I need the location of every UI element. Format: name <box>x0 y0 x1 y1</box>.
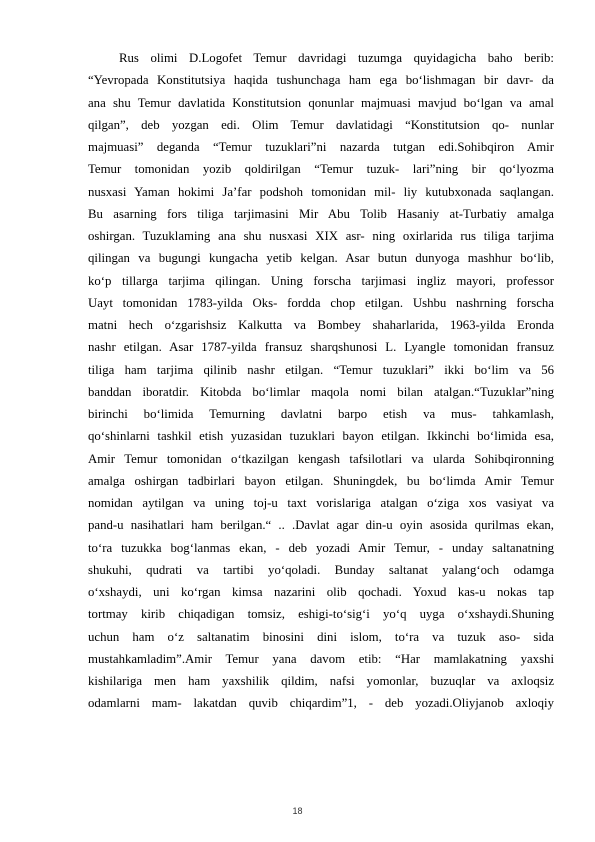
text-line: banddan iboratdir. Kitobda bo‘limlar maqola nomi bilan atalgan.“Tuzuklar”ning <box>88 384 554 399</box>
text-line: o‘xshaydi, uni ko‘rgan kimsa nazarini olib qochadi. Yoxud kas-u nokas tap <box>88 585 554 599</box>
text-line: nomidan aytilgan va uning toj-u taxt vorislariga atalgan o‘ziga xos vasiyat va <box>88 496 554 510</box>
text-line: majmuasi” deganda “Temur tuzuklari”ni nazarda tutgan edi.Sohibqiron Amir <box>88 140 554 154</box>
text-line: Amir Temur tomonidan o‘tkazilgan kengash tafsilotlari va ularda Sohibqironning <box>88 451 554 466</box>
text-line: uchun ham o‘z saltanatim binosini dini islom, to‘ra va tuzuk aso- sida <box>88 629 554 644</box>
text-line: tortmay kirib chiqadigan tomsiz, eshigi-to‘sig‘i yo‘q uyga o‘xshaydi.Shuning <box>88 607 554 622</box>
text-line: mustahkamladim”.Amir Temur yana davom etib: “Har mamlakatning yaxshi <box>88 651 554 666</box>
text-line: to‘ra tuzukka bog‘lanmas ekan, - deb yozadi Amir Temur, - unday saltanatning <box>88 540 554 555</box>
page-number: 18 <box>292 806 303 816</box>
body-paragraph <box>88 47 554 715</box>
text-line: Temur tomonidan yozib qoldirilgan “Temur tuzuk- lari”ning bir qo‘lyozma <box>88 162 554 177</box>
text-line: qilgan”, deb yozgan edi. Olim Temur davlatidagi “Konstitutsion qo- nunlar <box>88 117 554 132</box>
text-line: “Yevropada Konstitutsiya haqida tushunchaga ham ega bo‘lishmagan bir davr- da <box>88 73 554 88</box>
text-line: tiliga ham tarjima qilinib nashr etilgan. “Temur tuzuklari” ikki bo‘lim va 56 <box>88 362 554 377</box>
text-line: amalga oshirgan tadbirlari bayon etilgan. Shuningdek, bu bo‘limda Amir Temur <box>88 473 554 488</box>
text-line: qo‘shinlarni tashkil etish yuzasidan tuzuklari bayon etilgan. Ikkinchi bo‘limida esa, <box>88 429 554 444</box>
text-line: nusxasi Yaman hokimi Ja’far podshoh tomonidan mil- liy kutubxonada saqlangan. <box>88 184 554 199</box>
text-line: matni hech o‘zgarishsiz Kalkutta va Bombey shaharlarida, 1963-yilda Eronda <box>88 318 554 332</box>
text-line: Rus olimi D.Logofet Temur davridagi tuzumga quyidagicha baho berib: <box>119 51 554 65</box>
text-line: kishilariga men ham yaxshilik qildim, nafsi yomonlar, buzuqlar va axloqsiz <box>88 674 554 688</box>
text-line: Bu asarning fors tiliga tarjimasini Mir Abu Tolib Hasaniy at-Turbatiy amalga <box>88 206 554 221</box>
text-line: Uayt tomonidan 1783-yilda Oks- fordda chop etilgan. Ushbu nashrning forscha <box>88 295 554 310</box>
text-line: shukuhi, qudrati va tartibi yo‘qoladi. Bunday saltanat yalang‘och odamga <box>88 562 554 577</box>
text-line: qilingan va bugungi kungacha yetib kelgan. Asar butun dunyoga mashhur bo‘lib, <box>88 251 554 266</box>
text-line: oshirgan. Tuzuklaming ana shu nusxasi XIX asr- ning oxirlarida rus tiliga tarjima <box>88 229 554 243</box>
text-line: ko‘p tillarga tarjima qilingan. Uning forscha tarjimasi ingliz mayori, professor <box>88 273 554 288</box>
text-line: pand-u nasihatlari ham berilgan.“ .. .Davlat agar din-u oyin asosida qurilmas ekan, <box>88 518 554 533</box>
text-line: birinchi bo‘limida Temurning davlatni barpo etish va mus- tahkamlash, <box>88 407 554 421</box>
text-line: odamlarni mam- lakatdan quvib chiqardim”1, - deb yozadi.Oliyjanob axloqiy <box>88 696 554 711</box>
text-line: ana shu Temur davlatida Konstitutsion qonunlar majmuasi mavjud bo‘lgan va amal <box>88 95 554 110</box>
text-line: nashr etilgan. Asar 1787-yilda fransuz sharqshunosi L. Lyangle tomonidan fransuz <box>88 340 554 355</box>
